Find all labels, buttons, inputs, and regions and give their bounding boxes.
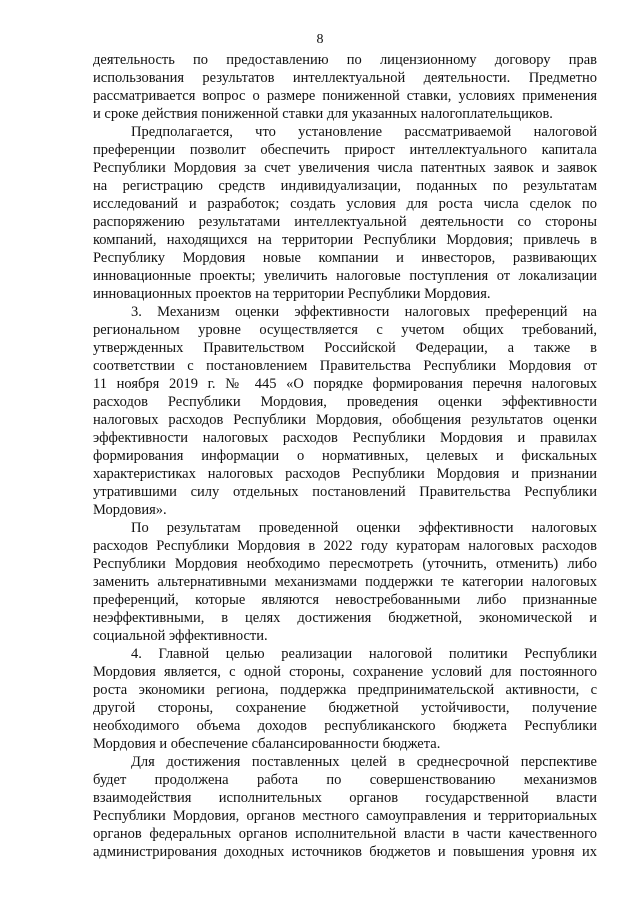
paragraph-licensing bbox=[93, 51, 597, 123]
text-line: Мордовия». bbox=[93, 502, 167, 518]
text-line: необходимого объема доходов республиканского бюджета Республики bbox=[93, 718, 597, 734]
page-number: 8 bbox=[316, 32, 324, 47]
text-line: Республику Мордовия новые компании и инвесторов, развивающих bbox=[93, 250, 597, 266]
text-line: использования результатов интеллектуальной деятельности. Предметно bbox=[93, 70, 597, 86]
text-line: распоряжению результатами интеллектуальной деятельности со стороны bbox=[93, 214, 597, 230]
text-line: взаимодействия исполнительных органов государственной власти bbox=[93, 790, 597, 806]
text-line: характеристиках налоговых расходов Республики Мордовия и признании bbox=[93, 466, 597, 482]
document-body bbox=[93, 51, 597, 861]
text-line: Мордовия является, с одной стороны, сохранение условий для постоянного bbox=[93, 664, 597, 680]
text-line: соответствии с постановлением Правительства Республики Мордовия от bbox=[93, 358, 597, 374]
text-line: заменить альтернативными механизмами поддержки те категории налоговых bbox=[93, 574, 597, 590]
text-line: и сроке действия пониженной ставки для указанных налогоплательщиков. bbox=[93, 106, 553, 122]
text-line: утратившими силу отдельных постановлений Правительства Республики bbox=[93, 484, 597, 500]
text-line: расходов Республики Мордовия в 2022 году кураторам налоговых расходов bbox=[93, 538, 597, 554]
text-line: Республики Мордовия, органов местного самоуправления и территориальных bbox=[93, 808, 597, 824]
text-line: утвержденных Правительством Российской Федерации, а также в bbox=[93, 340, 597, 356]
text-line: исследований и разработок; создать условия для роста числа сделок по bbox=[93, 196, 597, 212]
text-line: социальной эффективности. bbox=[93, 628, 268, 644]
text-line: органов федеральных органов исполнительной власти в части качественного bbox=[93, 826, 597, 842]
text-line: Республики Мордовия за счет увеличения числа патентных заявок и заявок bbox=[93, 160, 597, 176]
text-line: 4. Главной целью реализации налоговой политики Республики bbox=[131, 646, 597, 662]
text-line: рассматривается вопрос о размере пониженной ставки, условиях применения bbox=[93, 88, 597, 104]
text-line: По результатам проведенной оценки эффективности налоговых bbox=[131, 520, 597, 536]
text-line: на регистрацию средств индивидуализации, поданных по результатам bbox=[93, 178, 597, 194]
text-line: Мордовия и обеспечение сбалансированности бюджета. bbox=[93, 736, 441, 752]
text-line: другой стороны, сохранение бюджетной устойчивости, получение bbox=[93, 700, 597, 716]
text-line: администрирования доходных источников бюджетов и повышения уровня их bbox=[93, 844, 597, 860]
text-line: расходов Республики Мордовия, проведения оценки эффективности bbox=[93, 394, 597, 410]
text-line: компаний, находящихся на территории Республики Мордовия; привлечь в bbox=[93, 232, 597, 248]
paragraph-assessment-mechanism bbox=[93, 303, 597, 519]
text-line: Предполагается, что установление рассматриваемой налоговой bbox=[131, 124, 597, 140]
text-line: будет продолжена работа по совершенствованию механизмов bbox=[93, 772, 597, 788]
text-line: преференций, которые являются невостребованными либо признанные bbox=[93, 592, 597, 608]
text-line: преференции позволит обеспечить прирост интеллектуального капитала bbox=[93, 142, 597, 158]
paragraph-main-goal bbox=[93, 645, 597, 753]
text-line: инновационные проекты; увеличить налоговые поступления от локализации bbox=[93, 268, 597, 284]
text-line: Республики Мордовия необходимо пересмотреть (уточнить, отменить) либо bbox=[93, 556, 597, 572]
text-line: налоговых расходов Республики Мордовия, обобщения результатов оценки bbox=[93, 412, 597, 428]
paragraph-expected-effects bbox=[93, 123, 597, 303]
text-line: роста экономики региона, поддержка предпринимательской активности, с bbox=[93, 682, 597, 698]
text-line: Для достижения поставленных целей в среднесрочной перспективе bbox=[131, 754, 597, 770]
text-line: 11 ноября 2019 г. № 445 «О порядке формирования перечня налоговых bbox=[93, 376, 597, 392]
text-line: 3. Механизм оценки эффективности налоговых преференций на bbox=[131, 304, 597, 320]
text-line: региональном уровне осуществляется с учетом общих требований, bbox=[93, 322, 597, 338]
text-line: формирования информации о нормативных, целевых и фискальных bbox=[93, 448, 597, 464]
text-line: неэффективными, в целях достижения бюджетной, экономической и bbox=[93, 610, 597, 626]
text-line: деятельность по предоставлению по лицензионному договору прав bbox=[93, 52, 597, 68]
paragraph-medium-term bbox=[93, 753, 597, 861]
text-line: инновационных проектов на территории Республики Мордовия. bbox=[93, 286, 491, 302]
paragraph-assessment-results bbox=[93, 519, 597, 645]
text-line: эффективности налоговых расходов Республики Мордовия и правилах bbox=[93, 430, 597, 446]
